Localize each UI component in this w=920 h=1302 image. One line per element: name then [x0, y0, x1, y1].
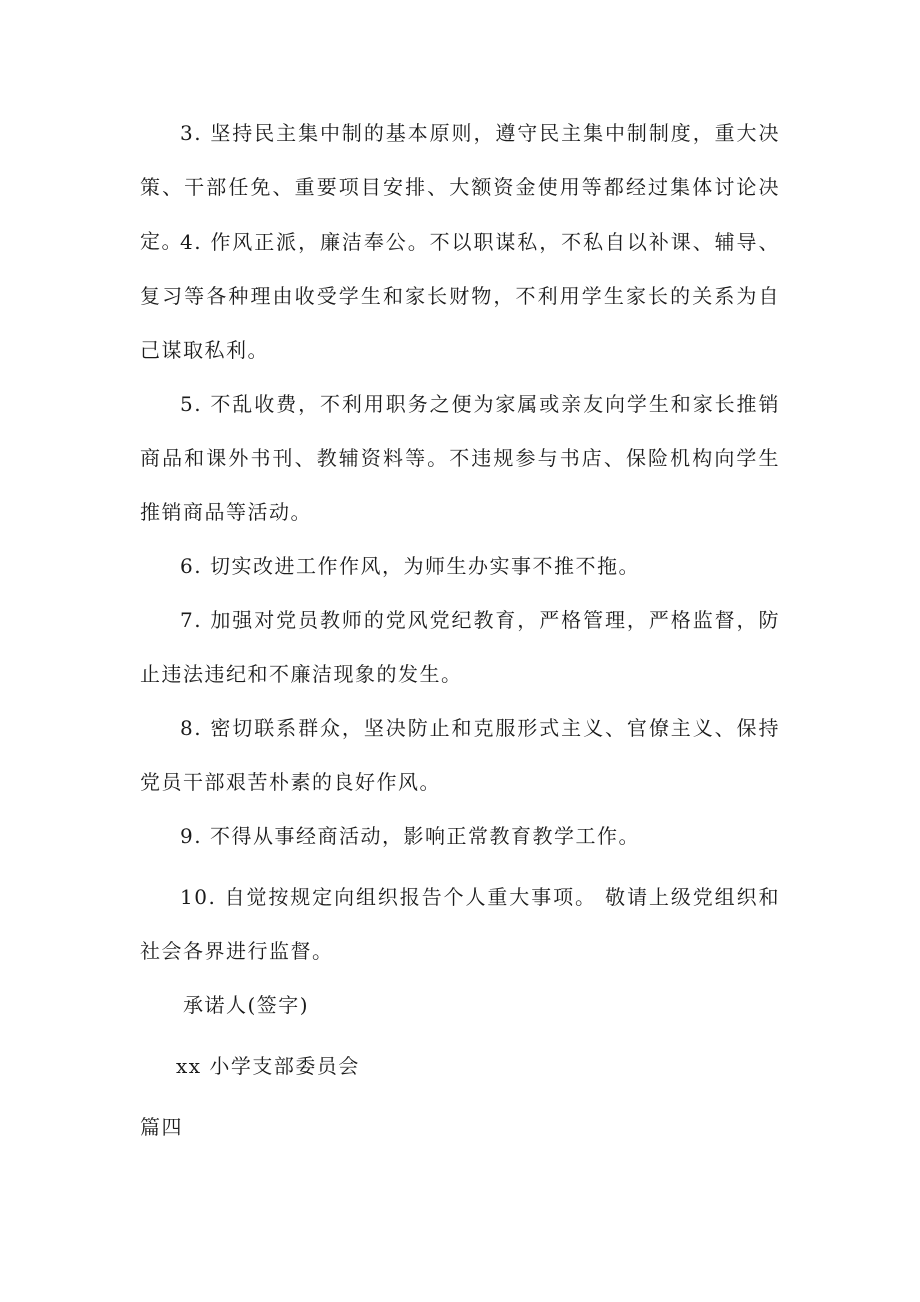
commitment-item-8: 8. 密切联系群众，坚决防止和克服形式主义、官僚主义、保持党员干部艰苦朴素的良好作风。: [140, 716, 780, 794]
organization-name: xx 小学支部委员会: [176, 1054, 360, 1078]
commitment-item-3: 3. 坚持民主集中制的基本原则，遵守民主集中制制度，重大决策、干部任免、重要项目安排、大额资金使用等都经过集体讨论决定。: [140, 121, 780, 253]
commitment-item-5: 5. 不乱收费，不利用职务之便为家属或亲友向学生和家长推销商品和课外书刊、教辅资料等。不违规参与书店、保险机构向学生推销商品等活动。: [140, 392, 780, 524]
commitment-item-6: 6. 切实改进工作作风，为师生办实事不推不拖。: [180, 554, 640, 578]
commitment-item-7: 7. 加强对党员教师的党风党纪教育，严格管理，严格监督，防止违法违纪和不廉洁现象的发生。: [140, 608, 780, 686]
signer-label: 承诺人(签字): [183, 993, 310, 1017]
commitment-item-9: 9. 不得从事经商活动，影响正常教育教学工作。: [180, 824, 640, 848]
commitment-item-4: 4. 作风正派，廉洁奉公。不以职谋私，不私自以补课、辅导、复习等各种理由收受学生和家长财物，不利用学生家长的关系为自己谋取私利。: [140, 230, 780, 362]
commitment-item-10: 10. 自觉按规定向组织报告个人重大事项。 敬请上级党组织和社会各界进行监督。: [140, 885, 780, 963]
section-heading: 篇四: [140, 1115, 183, 1139]
